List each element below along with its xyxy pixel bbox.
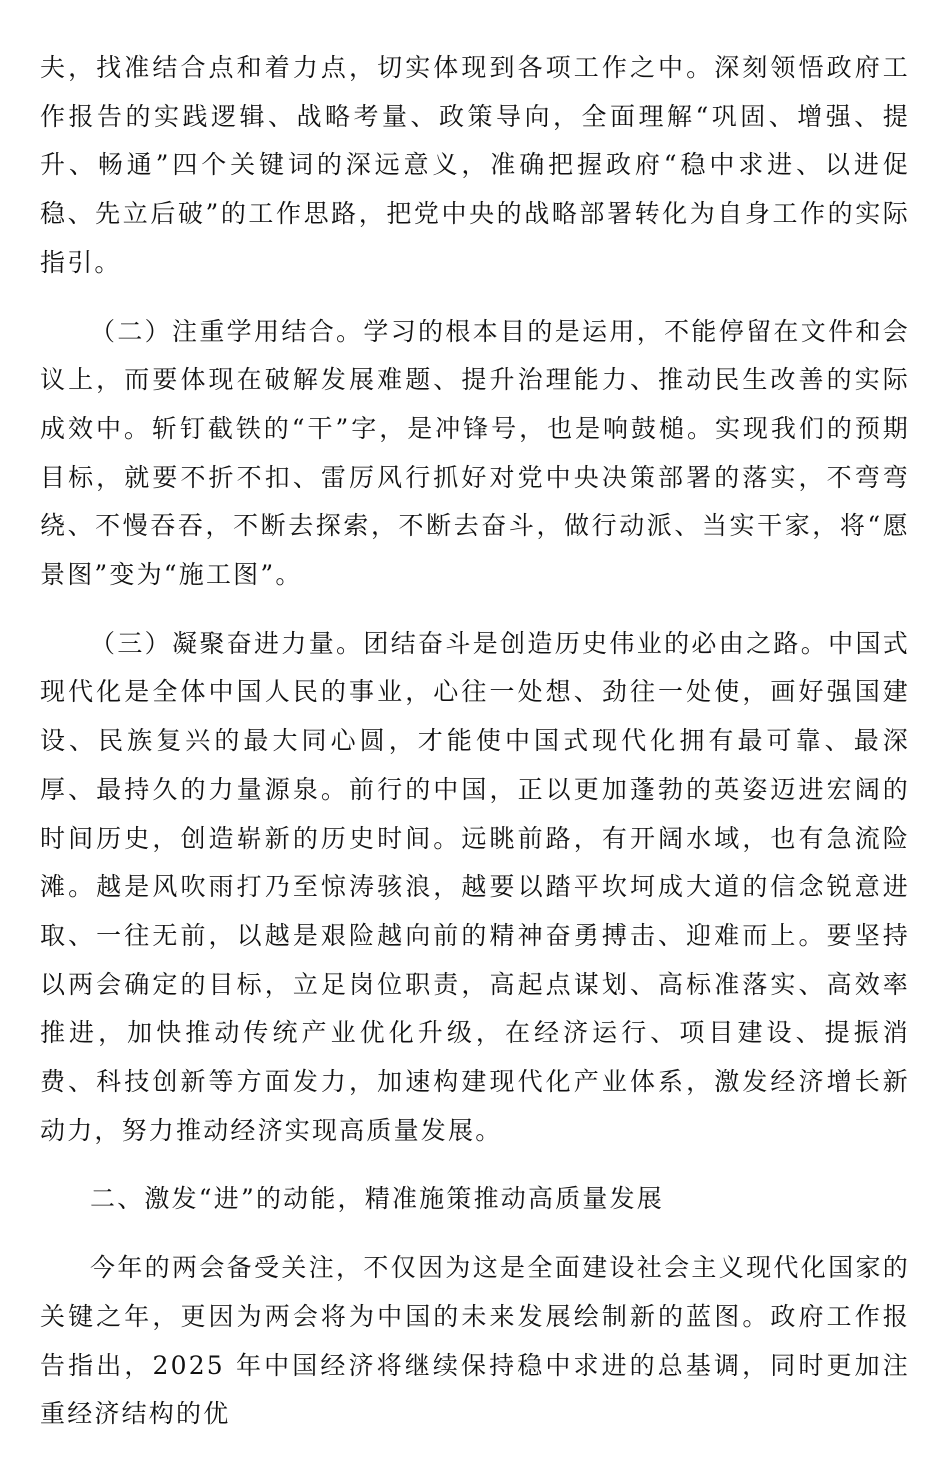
paragraph-two-sessions: 今年的两会备受关注，不仅因为这是全面建设社会主义现代化国家的关键之年，更因为两会将为中国的未来发展绘制新的蓝图。政府工作报告指出，2025 年中国经济将继续保持稳中求进的总基调，同时更加注重经济结构的优: [40, 1253, 910, 1429]
paragraph-continuation: 夫，找准结合点和着力点，切实体现到各项工作之中。深刻领悟政府工作报告的实践逻辑、战略考量、政策导向，全面理解“巩固、增强、提升、畅通”四个关键词的深远意义，准确把握政府“稳中求进、以进促稳、先立后破”的工作思路，把党中央的战略部署转化为自身工作的实际指引。: [40, 53, 910, 277]
paragraph-unite-strength: （三）凝聚奋进力量。团结奋斗是创造历史伟业的必由之路。中国式现代化是全体中国人民的事业，心往一处想、劲往一处使，画好强国建设、民族复兴的最大同心圆，才能使中国式现代化拥有最可靠、最深厚、最持久的力量源泉。前行的中国，正以更加蓬勃的英姿迈进宏阔的时间历史，创造崭新的历史时间。远眺前路，有开阔水域，也有急流险滩。越是风吹雨打乃至惊涛骇浪，越要以踏平坎坷成大道的信念锐意进取、一往无前，以越是艰险越向前的精神奋勇搏击、迎难而上。要坚持以两会确定的目标，立足岗位职责，高起点谋划、高标准落实、高效率推进，加快推动传统产业优化升级，在经济运行、项目建设、提振消费、科技创新等方面发力，加速构建现代化产业体系，激发经济增长新动力，努力推动经济实现高质量发展。: [40, 628, 910, 1145]
section-heading: 二、激发“进”的动能，精准施策推动高质量发展: [90, 1184, 664, 1214]
document-page: [40, 44, 910, 1459]
paragraph-study-application: （二）注重学用结合。学习的根本目的是运用，不能停留在文件和会议上，而要体现在破解发展难题、提升治理能力、推动民生改善的实际成效中。斩钉截铁的“干”字，是冲锋号，也是响鼓槌。实现我们的预期目标，就要不折不扣、雷厉风行抓好对党中央决策部署的落实，不弯弯绕、不慢吞吞，不断去探索，不断去奋斗，做行动派、当实干家，将“愿景图”变为“施工图”。: [40, 316, 910, 590]
